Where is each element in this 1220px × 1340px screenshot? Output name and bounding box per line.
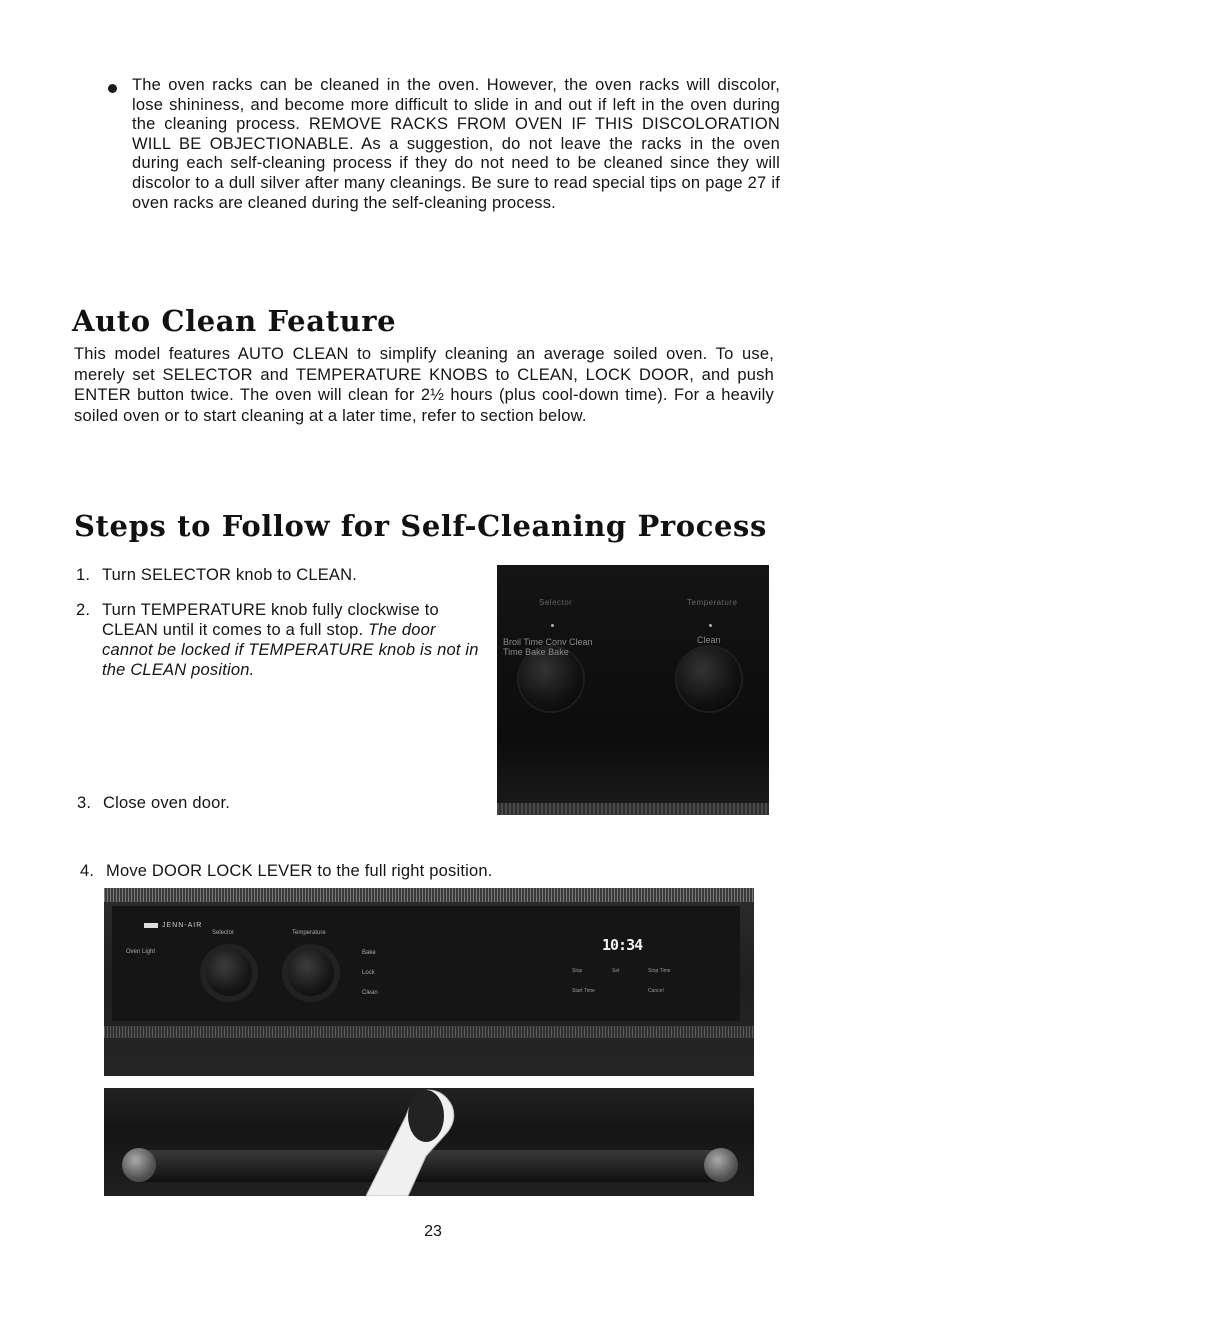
knobs-photo: [497, 565, 769, 815]
control-panel-photo: [104, 888, 754, 1196]
bullet-icon: [108, 84, 117, 93]
auto-clean-heading: Auto Clean Feature: [72, 304, 397, 338]
step-3: [77, 793, 477, 813]
step-4: [80, 861, 680, 881]
lock-indicator: Lock: [362, 970, 375, 976]
panel-temperature-label: Temperature: [292, 930, 326, 936]
cancel-button[interactable]: Cancel: [648, 988, 664, 994]
stop-button[interactable]: Stop: [572, 968, 583, 974]
selector-marks: Broil Time Conv Clean Time Bake Bake: [503, 637, 593, 657]
auto-clean-body: This model features AUTO CLEAN to simplify cleaning an average soiled oven. To use, merely set SELECTOR and TEMPERATURE KNOBS to CLEAN, LOCK DOOR, and push ENTER button twice. The oven will clean for 2½ hours (plus cool-down time). For a heavily soiled oven or to start cleaning at a later time, refer to section below.: [74, 345, 774, 425]
step-1: [76, 565, 496, 585]
step-number: 4.: [80, 862, 95, 880]
step-number: 3.: [77, 794, 92, 812]
temperature-pointer-icon: [709, 624, 712, 627]
rack-cleaning-note: [108, 76, 780, 213]
step-note: The door cannot be locked if TEMPERATURE knob is not in the CLEAN position.: [102, 621, 479, 679]
step-text: Turn TEMPERATURE knob fully clockwise to CLEAN until it comes to a full stop.: [102, 601, 439, 639]
temperature-knob[interactable]: [677, 647, 741, 711]
photo-edge-strip: [497, 803, 769, 815]
panel-selector-label: Selector: [212, 930, 235, 936]
stop-time-button[interactable]: Stop Time: [648, 968, 671, 974]
step-text: Turn SELECTOR knob to CLEAN.: [102, 566, 358, 584]
step-2: [76, 600, 481, 680]
step-number: 1.: [76, 566, 91, 584]
temperature-label: Temperature: [687, 598, 738, 607]
hand-icon: [366, 1076, 466, 1196]
panel-housing: [104, 888, 754, 1076]
panel-trim: [104, 1026, 754, 1038]
step-text: Close oven door.: [103, 794, 231, 812]
clean-indicator: Clean: [362, 990, 378, 996]
bake-indicator: Bake: [362, 950, 376, 956]
handle-end-left: [122, 1148, 156, 1182]
selector-label: Selector: [539, 598, 573, 607]
selector-pointer-icon: [551, 624, 554, 627]
page-number: 23: [424, 1223, 442, 1240]
panel-selector-knob[interactable]: [206, 950, 252, 996]
step-number: 2.: [76, 601, 91, 619]
oven-light-label: Oven Light: [126, 949, 156, 955]
clock-display: 10:34: [602, 936, 643, 954]
step-text-block: [102, 600, 481, 680]
brand-logo-icon: [144, 923, 158, 928]
start-time-button[interactable]: Start Time: [572, 988, 595, 994]
set-button[interactable]: Set: [612, 968, 620, 974]
rack-cleaning-text: The oven racks can be cleaned in the oven. However, the oven racks will discolor, lose shininess, and become more difficult to slide in and out if left in the oven during the cleaning process. REMOVE RACKS FROM OVEN IF THIS DISCOLORATION WILL BE OBJECTIONABLE. As a suggestion, do not leave the racks in the oven during each self-cleaning process if they do not need to be cleaned since they will discolor to a dull silver after many cleanings. Be sure to read special tips on page 27 if oven racks are cleaned during the self-cleaning process.: [132, 76, 780, 212]
temperature-marks: Clean: [697, 635, 721, 645]
step-text: Move DOOR LOCK LEVER to the full right position.: [106, 862, 493, 880]
brand-name: JENN-AIR: [162, 922, 203, 929]
panel-face: [112, 906, 740, 1021]
handle-end-right: [704, 1148, 738, 1182]
panel-top-edge: [104, 888, 754, 902]
panel-temperature-knob[interactable]: [288, 950, 334, 996]
steps-heading: Steps to Follow for Self-Cleaning Process: [74, 509, 767, 543]
